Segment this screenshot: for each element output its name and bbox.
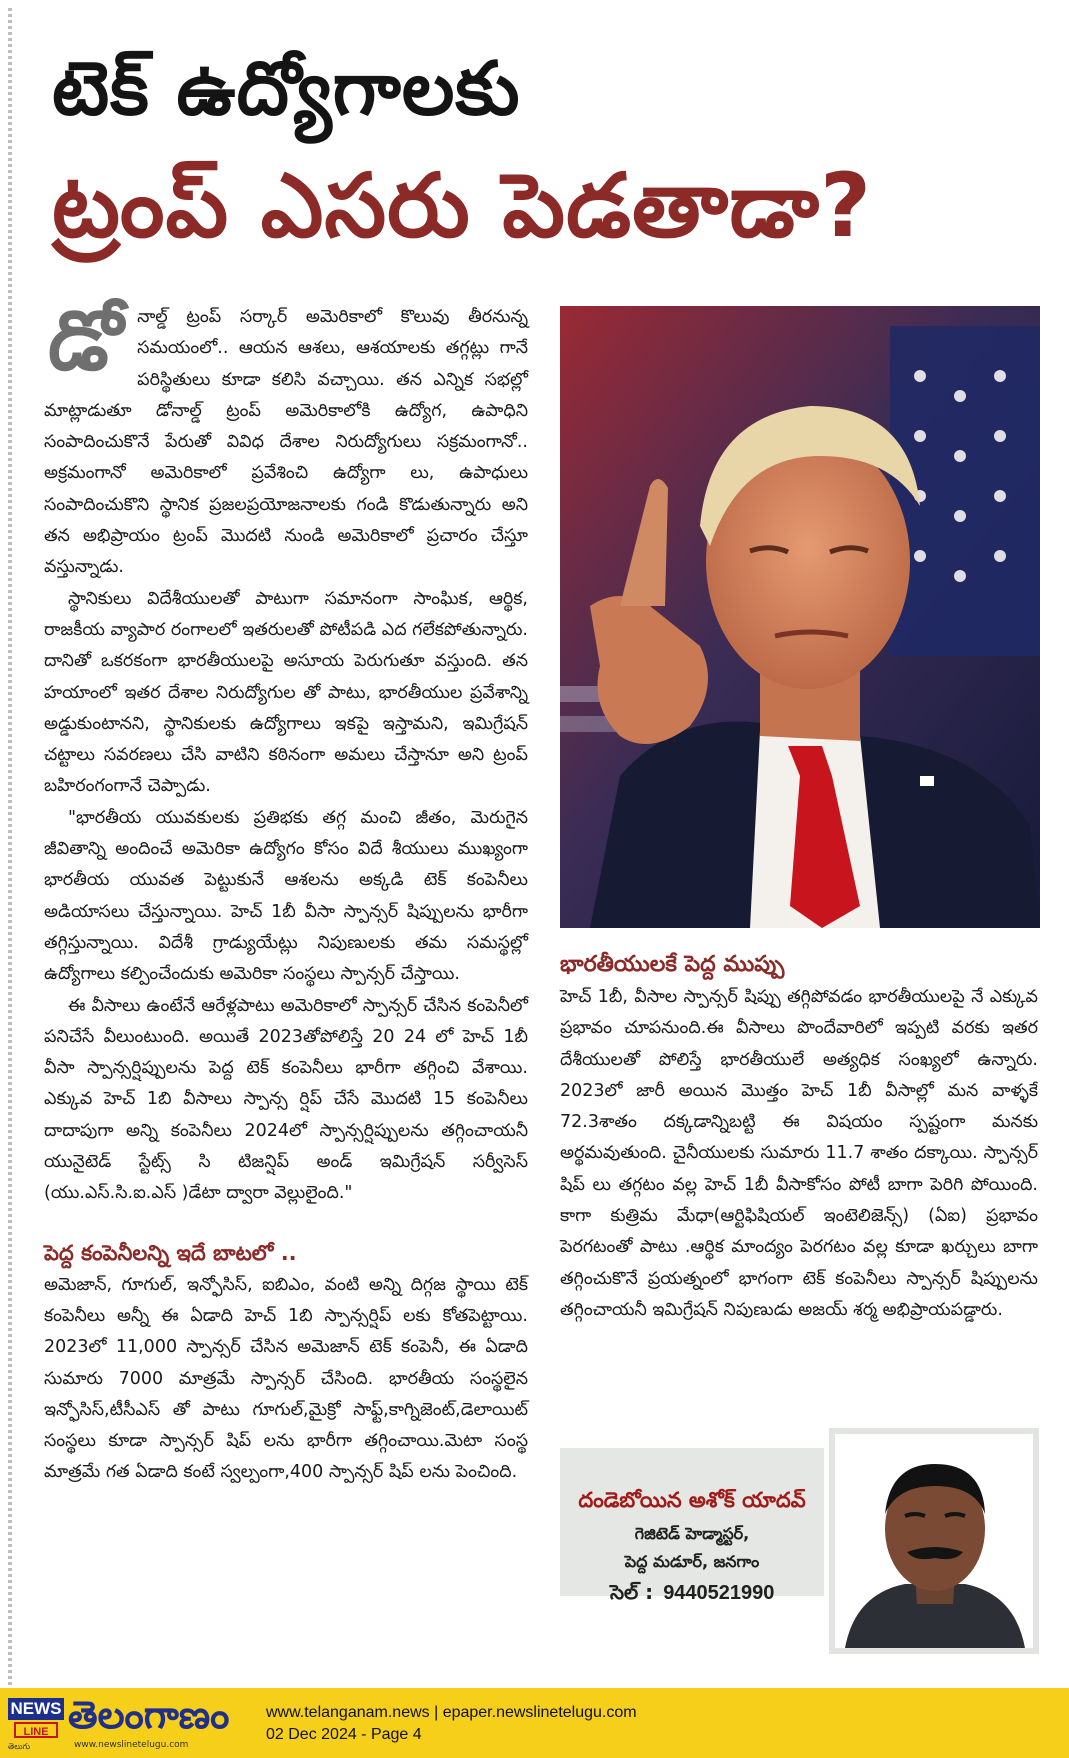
author-portrait	[829, 1428, 1039, 1654]
footer-date-page: 02 Dec 2024 - Page 4	[266, 1726, 422, 1743]
author-portrait-illustration	[835, 1434, 1033, 1648]
logo-url: www.newslinetelugu.com	[74, 1740, 189, 1750]
footer-bar	[0, 1688, 1069, 1758]
author-place: పెద్ద మడూర్, జనగాం	[624, 1552, 760, 1571]
author-byline	[560, 1448, 824, 1604]
paragraph-5: అమెజాన్, గూగుల్, ఇన్ఫోసిస్, ఐబిఎం, వంటి అన్ని దిగ్గజ స్థాయి టెక్ కంపెనీలు అన్నీ ఈ ఏడాది హెచ్ 1బి స్పాన్సర్షిప్ లకు కోతపెట్టాయి. 2023లో 11,000 స్పాన్సర్ చేసిన అమెజాన్ టెక్ కంపెనీ, ఈ ఏడాది సుమారు 7000 మాత్రమే స్పాన్సర్ చేసింది. భారతీయ సంస్థలైన ఇన్ఫోసిస్,టీసీఎస్ తో పాటు గూగుల్,మైక్రో సాఫ్ట్,కాగ్నిజెంట్,డెలాయిట్ సంస్థలు కూడా స్పాన్సర్ షిప్ లను భారీగా తగ్గించాయి.మెటా సంస్థ మాత్రమే గత ఏడాది కంటే స్వల్పంగా,400 స్పాన్సర్ షిప్ లను పెంచింది.	[44, 1274, 528, 1483]
paragraph-2: స్థానికులు విదేశీయులతో పాటుగా సమానంగా సాంఘిక, ఆర్థిక, రాజకీయ వ్యాపార రంగాలలో ఇతరులతో పోటీపడి ఎద గలేకపోతున్నారు. దానితో ఒకరకంగా భారతీయులపై అసూయ పెరుగుతూ వస్తుంది. తన హయాంలో ఇతర దేశాల నిరుద్యోగుల తో పాటు, భారతీయుల ప్రవేశాన్ని అడ్డుకుంటానని, స్థానికులకు ఉద్యోగాలు ఇకపై ఇస్తామని, ఇమిగ్రేషన్ చట్టాలు సవరణలు చేసి వాటిని కఠినంగా అమలు చేస్తానూ అని ట్రంప్ బహిరంగంగానే చెప్పాడు.	[44, 588, 528, 797]
telanganam-logo: తెలంగాణం	[68, 1693, 230, 1737]
paragraph-1: నాల్డ్ ట్రంప్ సర్కార్ అమెరికాలో కొలువు తీరనున్న సమయంలో.. ఆయన ఆశలు, ఆశయాలకు తగ్గట్లు గానే పరిస్థితులు కూడా కలిసి వచ్చాయి. తన ఎన్నిక సభల్లో మాట్లాడుతూ డోనాల్డ్ ట్రంప్ అమెరికాలోకి ఉద్యోగ, ఉపాధిని సంపాదించుకొనే పేరుతో వివిధ దేశాల నిరుద్యోగులు సక్రమంగానో.. అక్రమంగానో అమెరికాలో ప్రవేశించి ఉద్యోగా లు, ఉపాధులు సంపాదించుకొని స్థానిక ప్రజలప్రయోజనాలకు గండి కొడుతున్నారు అని తన అభిప్రాయం ట్రంప్ మొదటి నుండి అమెరికాలో ప్రచారం చేస్తూ వస్తున్నాడు.	[44, 307, 528, 578]
logo-news-sub: తెలుగు	[8, 1742, 31, 1751]
logo-news-text: NEWS	[8, 1698, 64, 1720]
column-rule	[8, 8, 12, 1688]
author-cell	[610, 1580, 774, 1609]
paragraph-4: ఈ వీసాలు ఉంటేనే ఆరేళ్లపాటు అమెరికాలో స్పాన్సర్ చేసిన కంపెనీలో పనిచేసే వీలుంటుంది. అయితే 2023తోపోలిస్తే 20 24 లో హెచ్ 1బీ వీసా స్పాన్సర్షిప్పులను పెద్ద టెక్ కంపెనీలు భారీగా తగ్గించి వేశాయి. ఎక్కువ హెచ్ 1బి వీసాలు స్పాన్స ర్షిప్ చేసే మొదటి 15 కంపెనీలు దాదాపుగా అన్ని కంపెనీలు 2024లో స్పాన్సర్షిప్పులను తగ్గించాయనీ యునైటెడ్ స్టేట్స్ సి టిజన్షిప్ అండ్ ఇమిగ్రేషన్ సర్వీసెస్ (యు.ఎస్.సి.ఐ.ఎస్ )డేటా ద్వారా వెల్లులైంది."	[44, 995, 528, 1204]
paragraph-right: హెచ్ 1బీ, వీసాల స్పాన్సర్ షిప్పు తగ్గిపోవడం భారతీయులపై నే ఎక్కువ ప్రభావం చూపనుంది.ఈ వీసాలు పొందేవారిలో ఇప్పటి వరకు ఇతర దేశీయులతో పోలిస్తే భారతీయులే అత్యధిక సంఖ్యలో ఉన్నారు. 2023లో జారీ అయిన మొత్తం హెచ్ 1బీ వీసాల్లో మన వాళ్ళకే 72.3శాతం దక్కడాన్నిబట్టి ఈ విషయం స్పష్టంగా మనకు అర్థమవుతుంది. చైనీయులకు సుమారు 11.7 శాతం దక్కాయి. స్పాన్సర్ షిప్ లు తగ్గటం వల్ల హెచ్ 1బీ వీసాకోసం పోటీ బాగా పెరిగి పోయింది. కాగా కుత్రిమ మేధా(ఆర్టిఫిషియల్ ఇంటెలిజెన్స్) (ఏఐ) ప్రభావం పెరగటంతో పాటు .ఆర్థిక మాంద్యం పెరగటం వల్ల కూడా ఖర్చులు బాగా తగ్గించుకొనే ప్రయత్నంలో భాగంగా టెక్ కంపెనీలు స్పాన్సర్ షిప్పులను తగ్గించాయనీ ఇమిగ్రేషన్ నిపుణుడు అజయ్ శర్మ అభిప్రాయపడ్డారు.	[560, 987, 1038, 1320]
subheading-indians-threat: భారతీయులకే పెద్ద ముప్పు	[560, 952, 785, 977]
newsline-logo	[8, 1698, 64, 1751]
cell-number: 9440521990	[663, 1582, 775, 1604]
drop-cap: డో	[48, 293, 124, 389]
paragraph-3: "భారతీయ యువకులకు ప్రతిభకు తగ్గ మంచి జీతం, మెరుగైన జీవితాన్ని అందించే అమెరికా ఉద్యోగం కోసం విదే శీయులు ముఖ్యంగా భారతీయ యువత పెట్టుకునే ఆశలను అక్కడి టెక్ కంపెనీలు అడియాసలు చేస్తున్నాయి. హెచ్ 1బీ వీసా స్పాన్సర్ షిప్పులను భారీగా తగ్గిస్తున్నాయి. విదేశీ గ్రాడ్యుయేట్లు నిపుణులకు తమ సమస్థల్లో ఉద్యోగాలు కల్పించేందుకు అమెరికా సంస్థలు స్పాన్సర్ చేస్తాయి.	[44, 807, 528, 985]
article-right-column	[560, 950, 1038, 1326]
author-role: గెజిటెడ్ హెడ్మాస్టర్,	[634, 1524, 750, 1543]
photo-illustration	[560, 306, 1040, 928]
footer-urls[interactable]: www.telanganam.news | epaper.newslinetelugu.com	[266, 1704, 637, 1721]
man-pointing-photo	[560, 306, 1040, 928]
headline-line-2: ట్రంప్ ఎసరు పెడతాడా?	[52, 154, 873, 257]
headline-line-1: టెక్ ఉద్యోగాలకు	[52, 46, 521, 132]
cell-label: సెల్ :	[610, 1580, 654, 1604]
logo-line-text: LINE	[14, 1722, 58, 1738]
author-name: దండెబోయిన అశోక్ యాదవ్	[578, 1488, 806, 1512]
article-left-column	[44, 293, 528, 1489]
subheading-big-companies: పెద్ద కంపెనీలన్ని ఇదే బాటలో ..	[44, 1240, 297, 1265]
